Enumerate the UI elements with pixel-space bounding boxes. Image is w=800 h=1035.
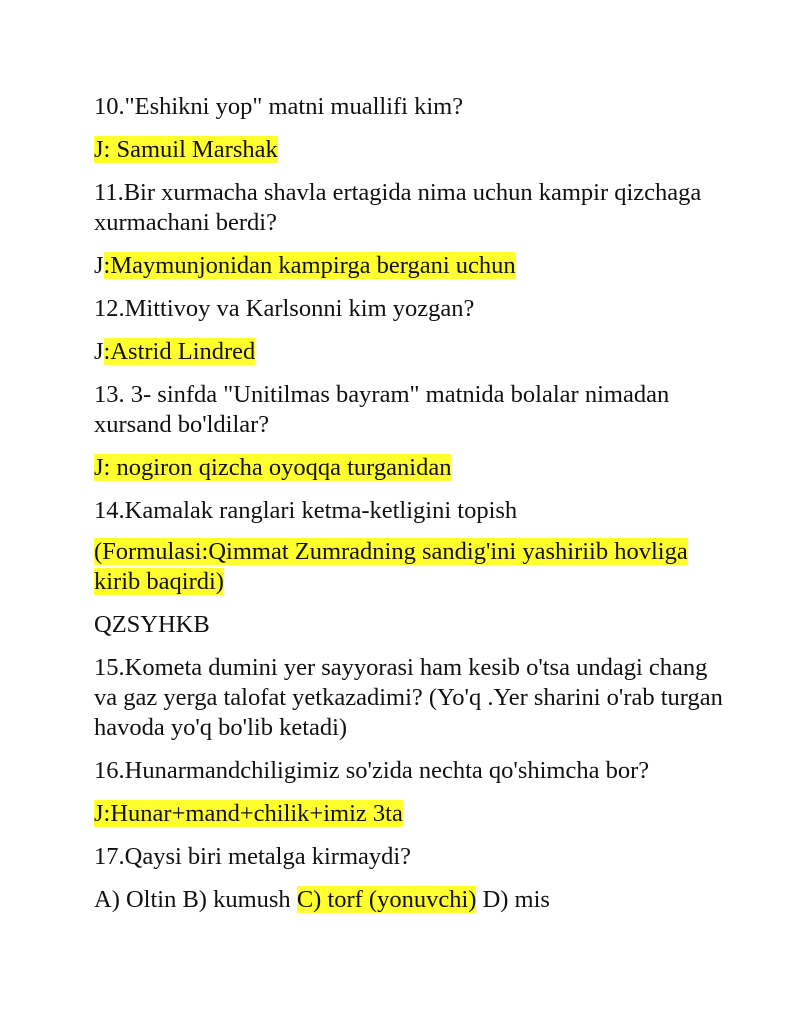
answer-13-highlight: J: nogiron qizcha oyoqqa turganidan xyxy=(94,454,452,481)
option-b: B) kumush xyxy=(182,886,297,913)
answer-10-highlight: J: Samuil Marshak xyxy=(94,136,278,163)
answer-10 xyxy=(94,135,734,165)
answer-11-highlight: :Maymunjonidan kampirga bergani uchun xyxy=(103,252,516,279)
answer-16-highlight: J:Hunar+mand+chilik+imiz 3ta xyxy=(94,800,403,827)
document-page xyxy=(94,92,734,928)
answer-12-prefix: J xyxy=(94,338,104,365)
answer-16 xyxy=(94,799,734,829)
question-14: 14.Kamalak ranglari ketma-ketligini topish xyxy=(94,497,518,524)
answer-13 xyxy=(94,453,734,483)
option-d: D) mis xyxy=(476,886,550,913)
question-15: 15.Kometa dumini yer sayyorasi ham kesib o'tsa undagi chang va gaz yerga talofat yetkazadimi? (Yo'q .Yer sharini o'rab turgan havoda yo'q bo'lib ketadi) xyxy=(94,654,723,741)
answer-11-prefix: J xyxy=(94,252,104,279)
question-10: 10."Eshikni yop" matni muallifi kim? xyxy=(94,93,464,120)
question-16: 16.Hunarmandchiligimiz so'zida nechta qo'shimcha bor? xyxy=(94,757,650,784)
question-13: 13. 3- sinfda "Unitilmas bayram" matnida bolalar nimadan xursand bo'ldilar? xyxy=(94,381,670,438)
answer-14-code: QZSYHKB xyxy=(94,611,210,638)
option-c-highlight: C) torf (yonuvchi) xyxy=(296,886,477,913)
answer-14-highlight: (Formulasi:Qimmat Zumradning sandig'ini yashiriib hovliga kirib baqirdi) xyxy=(94,538,688,595)
answer-12 xyxy=(94,337,734,367)
answer-17-options xyxy=(94,885,734,915)
option-a: A) Oltin xyxy=(94,886,183,913)
question-11: 11.Bir xurmacha shavla ertagida nima uchun kampir qizchaga xurmachani berdi? xyxy=(94,179,702,236)
answer-11 xyxy=(94,251,734,281)
question-17: 17.Qaysi biri metalga kirmaydi? xyxy=(94,843,412,870)
answer-12-highlight: :Astrid Lindred xyxy=(103,338,256,365)
question-12: 12.Mittivoy va Karlsonni kim yozgan? xyxy=(94,295,475,322)
answer-14-formula xyxy=(94,537,734,597)
